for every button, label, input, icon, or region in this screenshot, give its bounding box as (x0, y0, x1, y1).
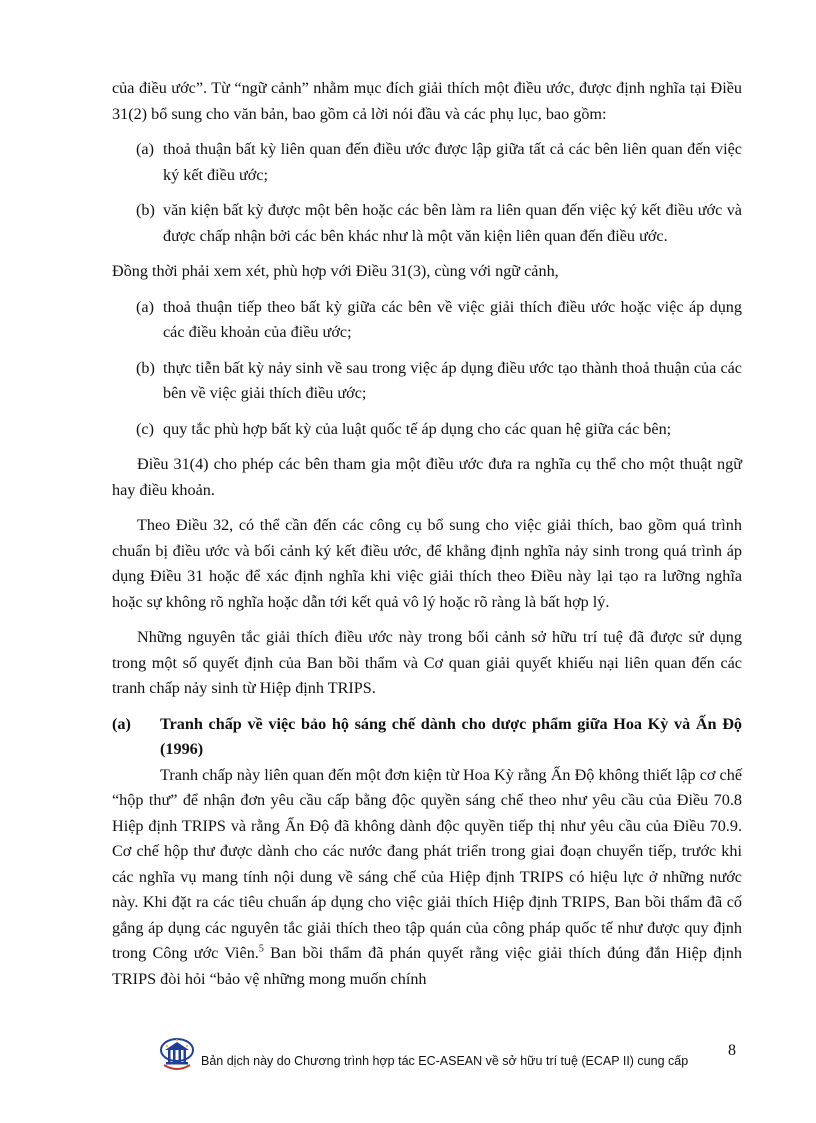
consider-paragraph: Đồng thời phải xem xét, phù hợp với Điều 31(3), cùng với ngữ cảnh, (112, 262, 559, 280)
list-item (112, 356, 742, 407)
list-label: (a) (136, 140, 154, 158)
list-text: thực tiễn bất kỳ nảy sinh về sau trong việc áp dụng điều ước tạo thành thoả thuận của các bên về việc giải thích điều ước; (163, 358, 742, 402)
list-label: (b) (136, 201, 155, 219)
section-heading (112, 712, 742, 763)
dispute-text-part1: Tranh chấp này liên quan đến một đơn kiện từ Hoa Kỳ rằng Ấn Độ không thiết lập cơ chế “hộp thư” để nhận đơn yêu cầu cấp bằng độc quyền sáng chế theo như yêu cầu của Điều 70.8 Hiệp định TRIPS và rằng Ấn Độ đã không dành độc quyền tiếp thị như yêu cầu của Điều 70.9. Cơ chế hộp thư được dành cho các nước đang phát triển trong giai đoạn chuyển tiếp, trước khi các nghĩa vụ mang tính nội dung về sáng chế của Hiệp định TRIPS có hiệu lực ở những nước này. Khi đặt ra các tiêu chuẩn áp dụng cho việc giải thích Hiệp định TRIPS, Ban bồi thẩm đã cố gắng áp dụng các nguyên tắc giải thích theo tập quán của công pháp quốc tế như được quy định trong Công ước Viên. (112, 765, 742, 962)
list-item (112, 417, 742, 443)
page-footer (158, 1037, 718, 1077)
list-text: quy tắc phù hợp bất kỳ của luật quốc tế áp dụng cho các quan hệ giữa các bên; (163, 419, 672, 438)
section-heading-label: (a) (112, 714, 131, 733)
principles-paragraph: Những nguyên tắc giải thích điều ước này trong bối cảnh sở hữu trí tuệ đã được sử dụng trong một số quyết định của Ban bồi thẩm và Cơ quan giải quyết khiếu nại liên quan đến các tranh chấp nảy sinh từ Hiệp định TRIPS. (112, 628, 742, 697)
document-body (112, 76, 742, 992)
list-item (112, 198, 742, 249)
list-label: (a) (136, 297, 154, 316)
list-text: thoả thuận bất kỳ liên quan đến điều ước được lập giữa tất cả các bên liên quan đến việc ký kết điều ước; (163, 140, 742, 184)
list-item (112, 137, 742, 188)
list-label: (c) (136, 419, 154, 438)
dispute-text-part2: Ban bồi thẩm đã phán quyết rằng việc giải thích đúng đắn Hiệp định TRIPS đòi hỏi “bảo vệ những mong muốn chính (112, 944, 742, 988)
dispute-paragraph (112, 763, 742, 993)
article-32-paragraph: Theo Điều 32, có thể cần đến các công cụ bổ sung cho việc giải thích, bao gồm quá trình chuẩn bị điều ước và bối cảnh ký kết điều ước, để khẳng định nghĩa nảy sinh trong quá trình áp dụng Điều 31 hoặc để xác định nghĩa khi việc giải thích theo Điều này lại tạo ra lưỡng nghĩa hoặc sự không rõ nghĩa hoặc dẫn tới kết quả vô lý hoặc rõ ràng là bất hợp lý. (112, 516, 742, 611)
ecap-logo-icon (158, 1037, 196, 1073)
page-number: 8 (728, 1042, 736, 1059)
section-heading-text: Tranh chấp về việc bảo hộ sáng chế dành cho dược phẩm giữa Hoa Kỳ và Ấn Độ (1996) (160, 714, 742, 758)
list-label: (b) (136, 358, 155, 377)
list-item (112, 295, 742, 346)
intro-paragraph: của điều ước”. Từ “ngữ cảnh” nhằm mục đích giải thích một điều ước, được định nghĩa tại Điều 31(2) bổ sung cho văn bản, bao gồm cả lời nói đầu và các phụ lục, bao gồm: (112, 79, 742, 123)
article-31-4-paragraph: Điều 31(4) cho phép các bên tham gia một điều ước đưa ra nghĩa cụ thể cho một thuật ngữ hay điều khoản. (112, 455, 742, 499)
footer-credit: Bản dịch này do Chương trình hợp tác EC-ASEAN về sở hữu trí tuệ (ECAP II) cung cấp (201, 1054, 689, 1068)
list-text: văn kiện bất kỳ được một bên hoặc các bên làm ra liên quan đến việc ký kết điều ước và được chấp nhận bởi các bên khác như là một văn kiện liên quan đến điều ước. (163, 201, 742, 245)
list-text: thoả thuận tiếp theo bất kỳ giữa các bên về việc giải thích điều ước hoặc việc áp dụng các điều khoản của điều ước; (163, 297, 742, 341)
footnote-reference[interactable]: 5 (258, 943, 264, 955)
